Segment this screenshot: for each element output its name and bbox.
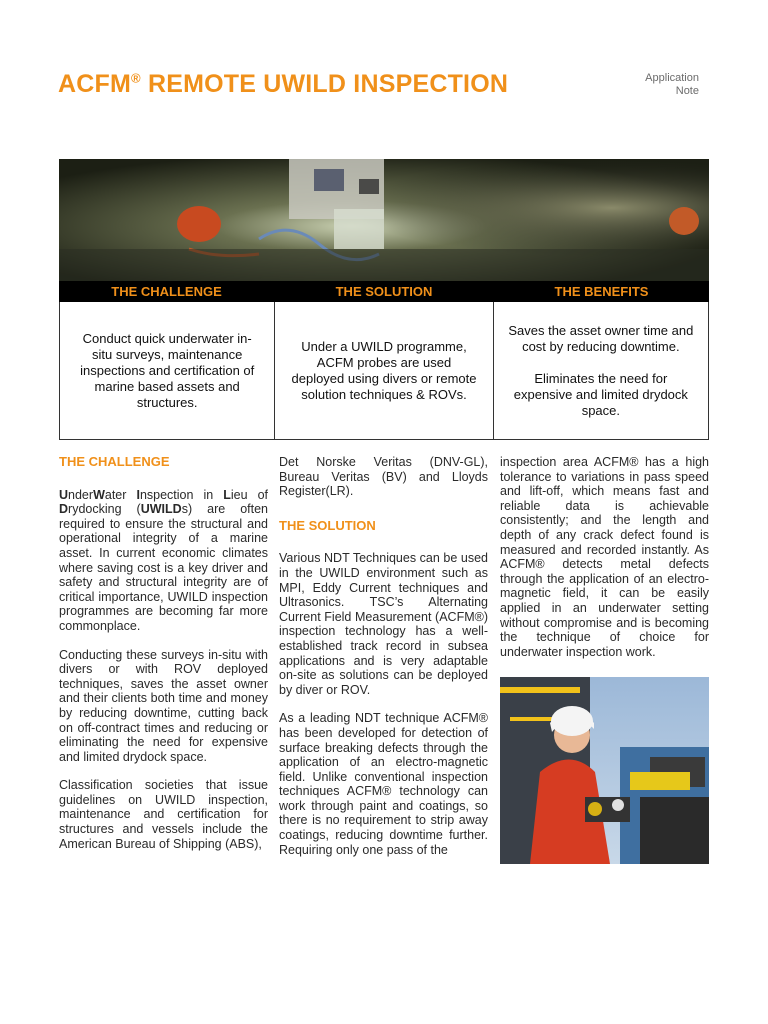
summary-table-body bbox=[59, 302, 709, 440]
solution-paragraph-3: inspection area ACFM® has a high tolerance to variations in pass speed and lift-off, which means fast and reliable data is achievable consistently; and the length and depth of any crack defect found is measured and recorded instantly. As ACFM® detects metal defects through the application of an electro-magnetic field, it can be easily applied in an underwater setting without compromise and is becoming the technique of choice for underwater inspection work. bbox=[500, 455, 709, 659]
cell-solution bbox=[274, 302, 493, 439]
challenge-text: Conduct quick underwater in-situ surveys, maintenance inspections and certification of marine based assets and structures. bbox=[80, 330, 255, 410]
application-note-line2: Note bbox=[675, 85, 699, 97]
column-left bbox=[59, 455, 268, 865]
title-main: ACFM bbox=[58, 70, 132, 98]
challenge-paragraph-4: Det Norske Veritas (DNV-GL), Bureau Veritas (BV) and Lloyds Register(LR). bbox=[279, 455, 488, 499]
underwater-hero-image bbox=[59, 159, 709, 281]
technician-photo bbox=[500, 677, 709, 864]
benefits-text-1: Saves the asset owner time and cost by reducing downtime. bbox=[508, 322, 694, 354]
challenge-paragraph-1: UnderWater Inspection in Lieu of Drydocking (UWILDs) are often required to ensure the structural and operational integrity of a marine asset. In current economic climates where saving cost is a key driver and safety and structural integrity are of critical importance, UWILD inspection programmes are becoming far more commonplace. bbox=[59, 487, 269, 633]
challenge-heading: THE CHALLENGE bbox=[59, 454, 170, 469]
application-note-label bbox=[645, 72, 699, 98]
column-middle bbox=[279, 455, 488, 871]
page-title bbox=[58, 70, 508, 99]
header-challenge: THE CHALLENGE bbox=[111, 284, 222, 299]
solution-paragraph-1: Various NDT Techniques can be used in the UWILD environment such as MPI, Eddy Current techniques and Ultrasonics. TSC’s Alternating Current Field Measurement (ACFM®) inspection technology has a well-established track record in subsea applications and is very adaptable on-site as solutions can be deployed by diver or ROV. bbox=[279, 551, 488, 697]
summary-table-header bbox=[59, 281, 709, 302]
summary-table bbox=[59, 281, 709, 440]
solution-text: Under a UWILD programme, ACFM probes are used deployed using divers or remote solution techniques & ROVs. bbox=[291, 338, 477, 402]
cell-benefits bbox=[494, 302, 708, 439]
solution-paragraph-2: As a leading NDT technique ACFM® has been developed for detection of surface breaking defects through the application of an electro-magnetic field. Unlike conventional inspection techniques ACFM® technology can work through paint and coatings, so there is no requirement to strip away coatings, reducing downtime further. Requiring only one pass of the bbox=[279, 711, 488, 857]
title-registered-mark: ® bbox=[131, 70, 141, 86]
benefits-text-2: Eliminates the need for expensive and limited drydock space. bbox=[513, 370, 688, 418]
challenge-paragraph-2: Conducting these surveys in-situ with divers or with ROV deployed techniques, saves the asset owner and their clients both time and money by reducing downtime, cutting back on off-contract times and reducing or eliminating the need for expensive and limited drydock space. bbox=[59, 647, 268, 764]
column-right bbox=[500, 455, 709, 673]
header-solution: THE SOLUTION bbox=[335, 284, 433, 299]
cell-challenge bbox=[60, 302, 274, 439]
challenge-paragraph-3: Classification societies that issue guidelines on UWILD inspection, maintenance and certification for structures and vessels include the American Bureau of Shipping (ABS), bbox=[59, 778, 268, 851]
title-rest: REMOTE UWILD INSPECTION bbox=[140, 70, 509, 98]
solution-heading: THE SOLUTION bbox=[279, 517, 376, 533]
application-note-line1: Application bbox=[645, 72, 699, 84]
header-benefits: THE BENEFITS bbox=[554, 284, 649, 299]
